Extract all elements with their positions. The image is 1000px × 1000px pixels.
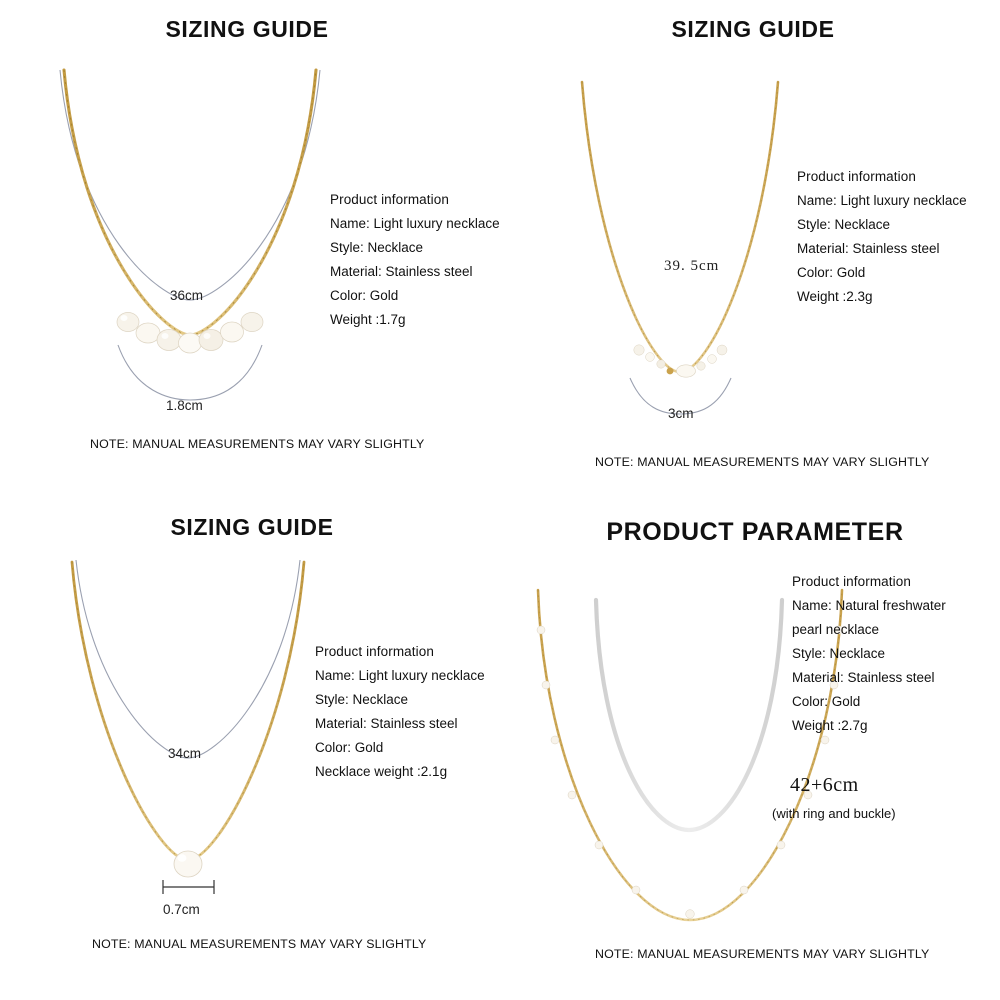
product-info-style: Style: Necklace bbox=[797, 217, 891, 232]
inner-silver-chain bbox=[596, 600, 782, 830]
product-info-name: Name: Light luxury necklace bbox=[797, 193, 967, 208]
note-top-right: NOTE: MANUAL MEASUREMENTS MAY VARY SLIGHTLY bbox=[595, 455, 930, 469]
dimension-drop-top-left: 1.8cm bbox=[166, 398, 203, 413]
product-info-material: Material: Stainless steel bbox=[792, 670, 935, 685]
product-info-heading: Product information bbox=[315, 644, 434, 659]
panel-title-top-left: SIZING GUIDE bbox=[165, 16, 329, 42]
panel-title-bottom-left: SIZING GUIDE bbox=[170, 514, 334, 540]
dimension-chain-length-bottom-right: 42+6cm bbox=[790, 774, 859, 796]
panel-top-left bbox=[0, 0, 500, 500]
dimension-chain-length-top-right: 39. 5cm bbox=[664, 258, 720, 274]
product-info-style: Style: Necklace bbox=[792, 646, 886, 661]
pearl-pendant bbox=[174, 851, 202, 877]
product-info-name-line2: pearl necklace bbox=[792, 622, 880, 637]
dimension-chain-length-bottom-left: 34cm bbox=[168, 746, 202, 761]
panel-title-bottom-right: PRODUCT PARAMETER bbox=[606, 518, 904, 546]
product-info-weight: Weight :2.7g bbox=[792, 718, 868, 733]
product-info-weight: Weight :1.7g bbox=[330, 312, 406, 327]
product-info-color: Color: Gold bbox=[797, 265, 866, 280]
product-info-material: Material: Stainless steel bbox=[797, 241, 940, 256]
product-info-style: Style: Necklace bbox=[315, 692, 409, 707]
gold-chain-path bbox=[582, 82, 778, 372]
product-info-weight: Necklace weight :2.1g bbox=[315, 764, 448, 779]
product-info-bottom-left bbox=[315, 640, 485, 784]
product-info-top-left bbox=[330, 188, 500, 332]
panel-top-right bbox=[500, 0, 1000, 500]
product-info-color: Color: Gold bbox=[330, 288, 399, 303]
dimension-chain-length-top-left: 36cm bbox=[170, 288, 204, 303]
product-info-name-line1: Name: Natural freshwater bbox=[792, 598, 946, 613]
note-top-left: NOTE: MANUAL MEASUREMENTS MAY VARY SLIGHTLY bbox=[90, 437, 425, 451]
product-info-material: Material: Stainless steel bbox=[315, 716, 458, 731]
pearl-cluster bbox=[117, 313, 263, 354]
note-bottom-left: NOTE: MANUAL MEASUREMENTS MAY VARY SLIGHTLY bbox=[92, 937, 427, 951]
product-info-top-right bbox=[797, 165, 967, 309]
product-info-name: Name: Light luxury necklace bbox=[330, 216, 500, 231]
dimension-chain-length-note-bottom-right: (with ring and buckle) bbox=[772, 806, 896, 821]
guide-arc-34cm bbox=[76, 560, 300, 758]
product-info-style: Style: Necklace bbox=[330, 240, 424, 255]
pearl-and-bead-cluster bbox=[634, 345, 727, 377]
product-info-material: Material: Stainless steel bbox=[330, 264, 473, 279]
caliper-marks-0-7cm bbox=[163, 880, 214, 894]
product-info-heading: Product information bbox=[330, 192, 449, 207]
dimension-drop-top-right: 3cm bbox=[668, 406, 694, 421]
panel-title-top-right: SIZING GUIDE bbox=[671, 16, 835, 42]
product-info-heading: Product information bbox=[797, 169, 916, 184]
product-info-name: Name: Light luxury necklace bbox=[315, 668, 485, 683]
panel-bottom-right bbox=[500, 500, 1000, 1000]
dimension-pendant-bottom-left: 0.7cm bbox=[163, 902, 200, 917]
note-bottom-right: NOTE: MANUAL MEASUREMENTS MAY VARY SLIGHTLY bbox=[595, 947, 930, 961]
product-info-weight: Weight :2.3g bbox=[797, 289, 873, 304]
panel-bottom-left bbox=[0, 500, 500, 1000]
product-info-color: Color: Gold bbox=[792, 694, 861, 709]
gold-chain-path bbox=[72, 562, 304, 860]
product-info-heading: Product information bbox=[792, 574, 911, 589]
product-info-bottom-right bbox=[792, 570, 946, 738]
product-info-color: Color: Gold bbox=[315, 740, 384, 755]
guide-arc-36cm bbox=[60, 70, 320, 300]
